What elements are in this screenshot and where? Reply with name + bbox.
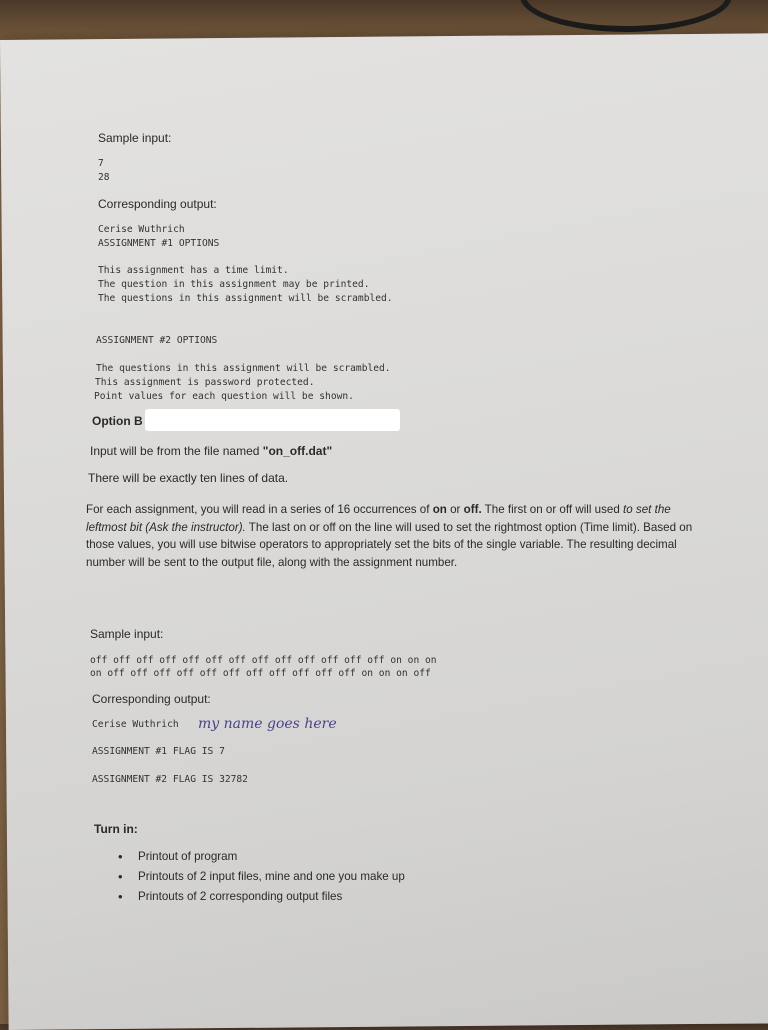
lines-of-data-note: There will be exactly ten lines of data. [88, 471, 289, 485]
assignment-2-option: This assignment is password protected. [95, 377, 315, 388]
assignment-1-header: ASSIGNMENT #1 OPTIONS [98, 238, 220, 249]
output-label: Corresponding output: [98, 197, 217, 211]
sample-input-2-line-1: off off off off off off off off off off off off off on on on [90, 655, 437, 666]
list-item: • Printouts of 2 input files, mine and one you make up [118, 870, 405, 890]
redaction-box [145, 409, 400, 431]
sample-input-2-label: Sample input: [90, 627, 164, 641]
assignment-2-option: The questions in this assignment will be scrambled. [96, 363, 391, 374]
flag-2-output: ASSIGNMENT #2 FLAG IS 32782 [92, 774, 248, 785]
turn-in-heading: Turn in: [94, 822, 138, 836]
flag-1-output: ASSIGNMENT #1 FLAG IS 7 [92, 746, 225, 757]
output-2-label: Corresponding output: [92, 692, 211, 706]
assignment-2-option: Point values for each question will be shown. [94, 391, 354, 402]
output-name: Cerise Wuthrich [98, 224, 185, 235]
list-item: • Printout of program [118, 850, 405, 870]
option-b-heading: Option B [92, 414, 143, 428]
assignment-1-option: The questions in this assignment will be scrambled. [98, 293, 393, 304]
output-2-name: Cerise Wuthrich [92, 719, 179, 730]
input-file-name: "on_off.dat" [262, 444, 333, 458]
handwritten-note: my name goes here [198, 716, 337, 732]
assignment-1-option: The question in this assignment may be printed. [98, 279, 370, 290]
input-file-line: Input will be from the file named "on_off.dat" [90, 444, 333, 458]
assignment-1-option: This assignment has a time limit. [98, 265, 289, 276]
sample-input-line-1: 7 [98, 158, 104, 169]
list-item: • Printouts of 2 corresponding output files [118, 890, 405, 910]
sample-input-line-2: 28 [98, 172, 110, 183]
sample-input-2-line-2: on off off off off off off off off off off off on on on off [90, 668, 431, 679]
turn-in-list [118, 850, 405, 910]
assignment-2-header: ASSIGNMENT #2 OPTIONS [96, 335, 218, 346]
instructions-paragraph: For each assignment, you will read in a series of 16 occurrences of on or off. The first on or off will used to set the leftmost bit (Ask the instructor). The last on or off on the line will used to set the rightmost option (Time limit). Based on those values, you will use bitwise operators to appropriately set the bits of the single variable. The resulting decimal number will be sent to the output file, along with the assignment number. [86, 503, 693, 569]
sample-input-label: Sample input: [98, 131, 172, 145]
